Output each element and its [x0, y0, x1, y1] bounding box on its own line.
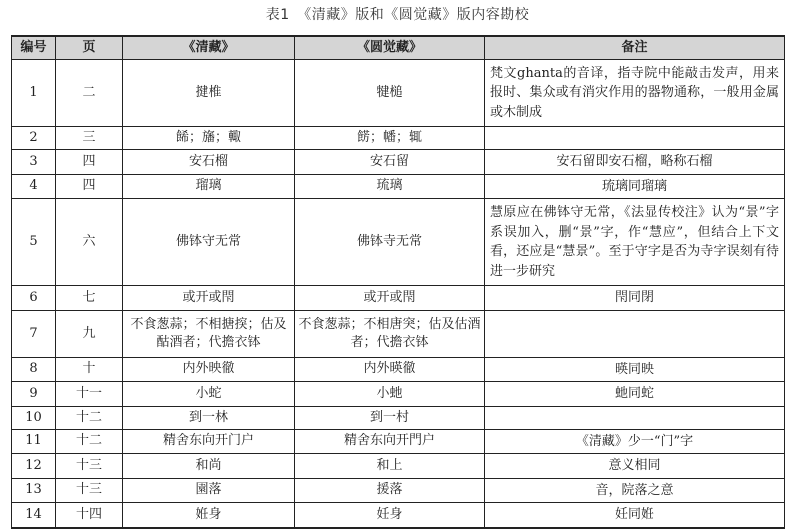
cell-page: 六: [56, 199, 123, 286]
cell-yuanjue: 佛钵寺无常: [295, 199, 485, 286]
cell-qing: 不食葱蒜；不相搪揬；估及酤酒者；代擔衣钵: [123, 310, 295, 357]
cell-qing: 揵椎: [123, 60, 295, 127]
cell-note: [485, 310, 785, 357]
cell-qing: 園落: [123, 478, 295, 503]
table-row: [12, 174, 785, 199]
cell-note: 安石留即安石榴，略称石榴: [485, 150, 785, 175]
cell-yuanjue: 餝；幡；辄: [295, 127, 485, 150]
cell-page: 七: [56, 286, 123, 311]
cell-page: 二: [56, 60, 123, 127]
cell-qing: 内外映徹: [123, 357, 295, 382]
cell-page: 十二: [56, 406, 123, 429]
table-caption: 表1 《清藏》版和《圆觉藏》版内容勘校: [265, 7, 530, 23]
cell-no: 8: [12, 357, 56, 382]
cell-qing: 和尚: [123, 454, 295, 479]
header-note: 备注: [485, 36, 785, 60]
table-row: [12, 310, 785, 357]
cell-qing: 精舍东向开门户: [123, 429, 295, 454]
cell-yuanjue: 不食葱蒜；不相唐突；估及估酒者；代擔衣钵: [295, 310, 485, 357]
cell-yuanjue: 援落: [295, 478, 485, 503]
table-row: [12, 150, 785, 175]
cell-page: 十: [56, 357, 123, 382]
cell-yuanjue: 内外暎徹: [295, 357, 485, 382]
collation-table: [11, 35, 785, 529]
header-no: 编号: [12, 36, 56, 60]
header-page: 页: [56, 36, 123, 60]
cell-qing: 餙；旛；輙: [123, 127, 295, 150]
cell-no: 4: [12, 174, 56, 199]
cell-page: 三: [56, 127, 123, 150]
table-row: [12, 127, 785, 150]
cell-yuanjue: 到一村: [295, 406, 485, 429]
cell-no: 13: [12, 478, 56, 503]
cell-page: 四: [56, 150, 123, 175]
cell-note: 意义相同: [485, 454, 785, 479]
cell-no: 11: [12, 429, 56, 454]
cell-page: 十三: [56, 454, 123, 479]
cell-no: 5: [12, 199, 56, 286]
cell-note: [485, 406, 785, 429]
cell-no: 1: [12, 60, 56, 127]
table-row: [12, 503, 785, 528]
cell-yuanjue: 琉璃: [295, 174, 485, 199]
cell-note: 暎同映: [485, 357, 785, 382]
table-row: [12, 429, 785, 454]
table-row: [12, 382, 785, 407]
cell-qing: 到一林: [123, 406, 295, 429]
cell-qing: 安石榴: [123, 150, 295, 175]
cell-note: 《清藏》少一“门”字: [485, 429, 785, 454]
cell-qing: 姙身: [123, 503, 295, 528]
table-row: [12, 60, 785, 127]
table-row: [12, 478, 785, 503]
cell-no: 7: [12, 310, 56, 357]
cell-note: [485, 127, 785, 150]
cell-yuanjue: 安石留: [295, 150, 485, 175]
cell-no: 10: [12, 406, 56, 429]
table-row: [12, 199, 785, 286]
header-yuanjue: 《圆觉藏》: [295, 36, 485, 60]
cell-note: 音，院落之意: [485, 478, 785, 503]
cell-note: 慧原应在佛钵守无常，《法显传校注》认为“景”字系误加入，删“景”字，作“慧应”，但结合上下文看，还应是“慧景”。至于守字是否为寺字误刻有待进一步研究: [485, 199, 785, 286]
cell-note: 琉璃同瑠璃: [485, 174, 785, 199]
cell-page: 四: [56, 174, 123, 199]
header-qing: 《清藏》: [123, 36, 295, 60]
cell-note: 虵同蛇: [485, 382, 785, 407]
table-row: [12, 454, 785, 479]
cell-page: 九: [56, 310, 123, 357]
cell-page: 十三: [56, 478, 123, 503]
cell-qing: 小蛇: [123, 382, 295, 407]
cell-yuanjue: 犍槌: [295, 60, 485, 127]
cell-qing: 瑠璃: [123, 174, 295, 199]
cell-no: 14: [12, 503, 56, 528]
cell-no: 12: [12, 454, 56, 479]
cell-page: 十二: [56, 429, 123, 454]
table-row: [12, 357, 785, 382]
cell-yuanjue: 精舍东向开門户: [295, 429, 485, 454]
cell-note: 妊同姙: [485, 503, 785, 528]
cell-no: 6: [12, 286, 56, 311]
table-row: [12, 286, 785, 311]
cell-qing: 佛钵守无常: [123, 199, 295, 286]
cell-note: 梵文ghanta的音译，指寺院中能敲击发声，用来报时、集众或有消灾作用的器物通称，一般用金属或木制成: [485, 60, 785, 127]
cell-page: 十一: [56, 382, 123, 407]
cell-no: 9: [12, 382, 56, 407]
cell-yuanjue: 小虵: [295, 382, 485, 407]
cell-qing: 或开或閇: [123, 286, 295, 311]
cell-yuanjue: 或开或閇: [295, 286, 485, 311]
cell-page: 十四: [56, 503, 123, 528]
table-row: [12, 406, 785, 429]
cell-note: 閇同閉: [485, 286, 785, 311]
cell-yuanjue: 和上: [295, 454, 485, 479]
table-header-row: [12, 36, 785, 60]
cell-no: 2: [12, 127, 56, 150]
cell-yuanjue: 妊身: [295, 503, 485, 528]
cell-no: 3: [12, 150, 56, 175]
